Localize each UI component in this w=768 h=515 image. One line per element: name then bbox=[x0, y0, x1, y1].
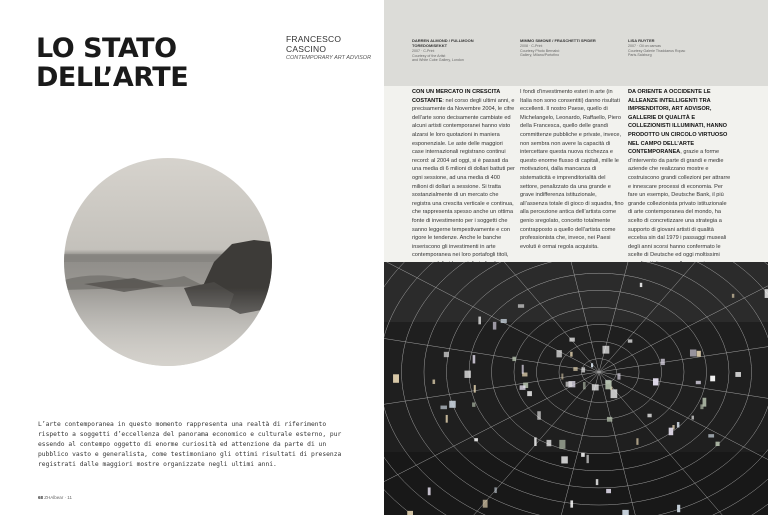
hanging-object bbox=[710, 376, 715, 382]
hanging-object bbox=[522, 365, 524, 374]
hanging-object bbox=[607, 417, 612, 422]
hanging-object bbox=[501, 319, 507, 323]
hanging-object bbox=[518, 304, 524, 308]
hanging-object bbox=[534, 437, 536, 446]
hanging-object bbox=[478, 317, 481, 325]
seascape-image bbox=[64, 158, 272, 366]
hanging-object bbox=[446, 415, 448, 423]
credit-details: 2008 · C-Print Courtesy Photo Bernabò Gallery, Milano/Portofino bbox=[520, 44, 560, 58]
hanging-object bbox=[537, 411, 541, 420]
hanging-object bbox=[605, 380, 611, 389]
hanging-object bbox=[573, 367, 577, 371]
article-column-2 bbox=[520, 88, 624, 251]
credit-details: 2007 · C-Print Courtesy of the Artist and White Cube Gallery, London bbox=[412, 49, 464, 63]
hanging-object bbox=[520, 385, 526, 390]
image-credit-3 bbox=[628, 38, 720, 58]
hanging-object bbox=[697, 351, 701, 357]
hanging-object bbox=[547, 440, 552, 446]
circular-seascape-photo bbox=[64, 158, 272, 366]
hanging-object bbox=[622, 510, 628, 515]
credit-names: LISA RUYTER bbox=[628, 38, 655, 43]
hanging-object bbox=[583, 382, 586, 389]
hanging-object bbox=[708, 434, 714, 437]
headline-line-2: DELL’ARTE bbox=[36, 62, 189, 93]
hanging-object bbox=[407, 511, 413, 515]
hanging-object bbox=[586, 455, 588, 463]
hanging-object bbox=[512, 357, 516, 361]
hanging-object bbox=[677, 422, 680, 427]
hanging-object bbox=[677, 505, 680, 512]
hanging-object bbox=[669, 428, 674, 436]
hanging-object bbox=[474, 438, 478, 441]
author-byline bbox=[286, 34, 378, 61]
hanging-object bbox=[661, 359, 665, 365]
article-column-3 bbox=[628, 88, 732, 286]
hanging-object bbox=[617, 373, 620, 379]
hanging-object bbox=[559, 440, 565, 449]
hanging-object bbox=[592, 384, 599, 390]
hanging-object bbox=[561, 374, 563, 380]
hanging-object bbox=[570, 500, 573, 507]
hanging-object bbox=[561, 456, 568, 463]
hanging-object bbox=[393, 374, 399, 382]
hanging-object bbox=[735, 372, 741, 377]
hanging-object bbox=[494, 487, 496, 493]
page-number: 68 bbox=[38, 495, 44, 500]
author-role: CONTEMPORARY ART ADVISOR bbox=[286, 55, 372, 61]
hanging-object bbox=[647, 414, 651, 418]
hanging-object bbox=[602, 346, 609, 354]
column-body: , grazie a forme d’intervento da parte di grandi e medie aziende che realizzano mostre e costruiscono grandi collezioni per attrarre e innescare processi di economia. Per fare un esempio, Deutsche Bank, il più grande collezionista privato istituzionale di arte contemporanea del mondo, ha scelto di concretizzare una strategia a supporto di giovani artisti di qualità eccelsa sin dal 1979 i passaggi museali degli anni scorsi hanno confermato le scelte di Deutsche ed oggi moltissimi bbox=[628, 149, 731, 259]
column-lead: CON UN MERCATO IN CRESCITA COSTANTE bbox=[412, 89, 501, 104]
page-folio bbox=[38, 495, 72, 500]
article-column-1 bbox=[412, 88, 516, 268]
hanging-object bbox=[696, 381, 701, 384]
hanging-object bbox=[472, 402, 475, 406]
image-credit-1 bbox=[412, 38, 504, 63]
hanging-object bbox=[464, 371, 470, 378]
hanging-object bbox=[606, 489, 611, 493]
right-page bbox=[384, 0, 768, 515]
column-lead: DA ORIENTE A OCCIDENTE LE ALLEANZE INTELLIGENTI TRA IMPRENDITORI, ART ADVISOR, GALLERIE DI QUALITÀ E COLLEZIONISTI ILLUMINATI, HANNO PRODOTTO UN CIRCOLO VIRTUOSO NEL CAMPO DELL’ARTE CONTEMPORANEA bbox=[628, 89, 728, 156]
hanging-object bbox=[591, 363, 593, 367]
magazine-name: ZHAlbear · 11 bbox=[44, 495, 72, 500]
hanging-object bbox=[428, 487, 431, 495]
image-credit-2 bbox=[520, 38, 612, 58]
headline-line-1: LO STATO bbox=[36, 33, 177, 64]
hanging-object bbox=[732, 294, 734, 298]
hanging-object bbox=[653, 378, 659, 385]
hanging-object bbox=[433, 380, 436, 384]
hanging-object bbox=[449, 401, 455, 408]
hanging-object bbox=[440, 406, 447, 410]
hanging-object bbox=[703, 398, 707, 407]
hanging-object bbox=[636, 438, 638, 445]
hanging-object bbox=[716, 442, 720, 446]
hanging-object bbox=[611, 389, 618, 398]
hanging-object bbox=[483, 500, 488, 508]
hanging-objects-image bbox=[384, 262, 768, 515]
hanging-object bbox=[628, 339, 632, 342]
column-body: : nel corso degli ultimi anni, e precisamente da Novembre 2004, le cifre dell’arte sono decisamente cambiate ed alcuni artisti contemporanei hanno visto alzarsi le loro quotazioni in maniera esponenziale. Le aste delle maggiori case internazionali registrano continui record: al 2004 ad oggi, si è passati da una media di 6 milioni di dollari battuti per ogni sessione, ad una media di 400 milioni di dollari a sessione. Si tratta sostanzialmente di un mercato che registra una crescita verticale e continua, che rappresenta spesso anche un ottima fonte di investimento per i soggetti che sanno leggerne tempestivamente e con rigore le tendenze. Anche le banche inseriscono gli investimenti in arte contemporanea nei loro portafogli titoli, bbox=[412, 97, 515, 259]
hanging-object bbox=[581, 453, 585, 457]
hanging-object bbox=[581, 367, 585, 372]
hanging-object bbox=[444, 352, 449, 357]
headline bbox=[36, 34, 236, 92]
author-name: FRANCESCO CASCINO bbox=[286, 34, 342, 54]
hanging-object bbox=[596, 479, 598, 485]
credit-details: 2007 · Oil on canvas Courtesy Galerie Thaddaeus Ropac Paris-Salzburg bbox=[628, 44, 686, 58]
hanging-object bbox=[765, 289, 768, 298]
column-body: I fondi d’investimento esteri in arte (in Italia non sono consentiti) danno risultati eccellenti. Il nostro Paese, quello di Michelangelo, Leonardo, Raffaello, Piero della Francesca, quello delle grandi committenze pubbliche e private, invece, non sembra non avere la capacità di intercettare questa nuova ricchezza e questo enorme flusso di capitali, mille le motivazioni, dalla mancanza di sistematicità e imprenditorialità del settore, penalizzato da una grande e grave indifferenza istituzionale, all’assenza totale di gioco di squadra, fino alla percezione antica dell’artista come genio sregolato, concetto totalmente contrapposto a quello dell’artista come professionista che, invece, nei Paesi evoluti è ormai regola acquisita. bbox=[520, 89, 624, 250]
hanging-object bbox=[556, 350, 561, 357]
hanging-object bbox=[570, 352, 572, 357]
hanging-object bbox=[692, 416, 694, 420]
hanging-object bbox=[566, 382, 572, 387]
intro-paragraph: L’arte contemporanea in questo momento rappresenta una realtà di riferimento rispetto a soggetti d’eccellenza del panorama economico e culturale esterno, pur essendo al contempo oggetto di enorme curiosità ed attenzione da parte di un pubblico vasto e generalista, come testimoniano gli ottimi risultati di presenza registrati dalle maggiori mostre organizzate negli ultimi anni. bbox=[38, 421, 342, 468]
installation-photo bbox=[384, 262, 768, 515]
credit-names: DARREN ALMOND / FULLMOON TOREDOMISEKKT bbox=[412, 38, 474, 48]
hanging-object bbox=[493, 322, 496, 330]
hanging-object bbox=[527, 391, 532, 396]
hanging-object bbox=[569, 338, 574, 342]
hanging-object bbox=[640, 283, 642, 287]
hanging-object bbox=[690, 349, 696, 356]
hanging-object bbox=[473, 355, 476, 363]
credit-names: MIMMO SIMONE / FRASCHETTI SPIDER bbox=[520, 38, 596, 43]
hanging-object bbox=[474, 385, 476, 393]
